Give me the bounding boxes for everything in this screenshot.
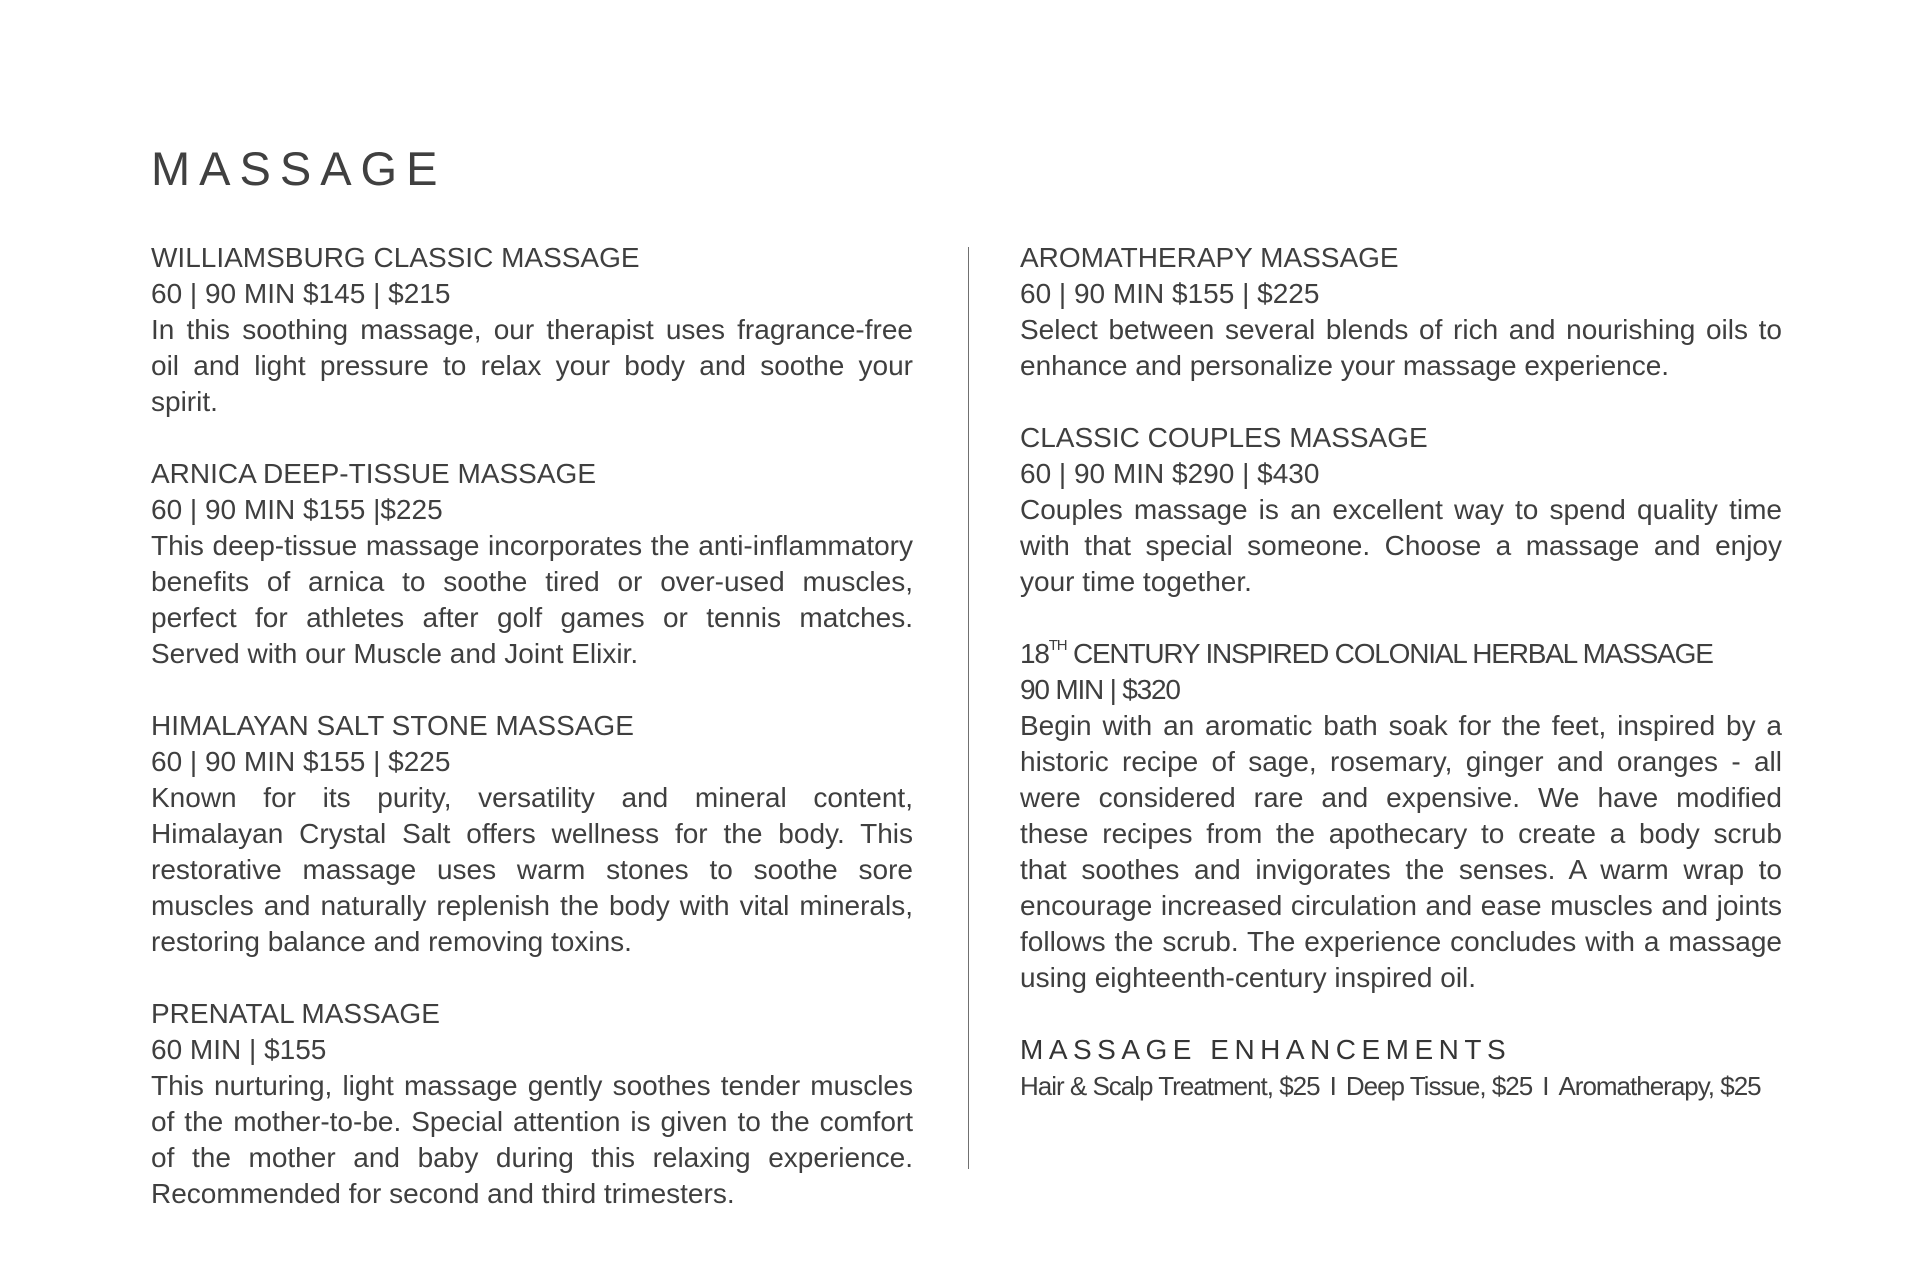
enhancement-separator: I [1542,1071,1549,1101]
enhancements-heading: MASSAGE ENHANCEMENTS [1020,1034,1512,1065]
service-name-ordinal: TH [1048,636,1067,654]
left-column [151,240,913,1248]
service-price: 60 | 90 MIN $290 | $430 [1020,458,1320,489]
enhancement-item: Deep Tissue, $25 [1345,1071,1533,1101]
enhancement-item: Hair & Scalp Treatment, $25 [1020,1071,1320,1101]
service-price: 60 | 90 MIN $155 | $225 [151,746,451,777]
service-name: PRENATAL MASSAGE [151,998,440,1029]
service-description: Select between several blends of rich and nourishing oils to enhance and personalize your massage experience. [1020,314,1782,381]
right-column [1020,240,1782,1104]
service-colonial-herbal [1020,636,1782,996]
column-divider [968,247,969,1169]
massage-enhancements [1020,1032,1782,1104]
service-price: 60 | 90 MIN $155 | $225 [1020,278,1320,309]
service-prenatal [151,996,913,1212]
service-price: 60 | 90 MIN $145 | $215 [151,278,451,309]
service-name-rest: CENTURY INSPIRED COLONIAL HERBAL MASSAGE [1066,638,1713,669]
service-description: This deep-tissue massage incorporates the anti-inflammatory benefits of arnica to soothe tired or over-used muscles, perfect for athletes after golf games or tennis matches. Served with our Muscle and Joint Elixir. [151,530,913,669]
service-price: 90 MIN | $320 [1020,674,1180,705]
service-description: In this soothing massage, our therapist uses fragrance-free oil and light pressure to relax your body and soothe your spirit. [151,314,913,417]
service-description: This nurturing, light massage gently soothes tender muscles of the mother-to-be. Special attention is given to the comfort of the mother and baby during this relaxing experience. Recommended for second and third trimesters. [151,1070,913,1209]
service-description: Begin with an aromatic bath soak for the feet, inspired by a historic recipe of sage, rosemary, ginger and oranges - all were considered rare and expensive. We have modified these recipes from the apothecary to create a body scrub that soothes and invigorates the senses. A warm wrap to encourage increased circulation and ease muscles and joints follows the scrub. The experience concludes with a massage using eighteenth-century inspired oil. [1020,710,1782,993]
service-description: Couples massage is an excellent way to spend quality time with that special someone. Choose a massage and enjoy your time together. [1020,494,1782,597]
service-name: CLASSIC COUPLES MASSAGE [1020,422,1428,453]
service-name: AROMATHERAPY MASSAGE [1020,242,1399,273]
service-name [1020,636,1782,672]
enhancements-list [1020,1068,1782,1104]
service-williamsburg-classic [151,240,913,420]
service-price: 60 | 90 MIN $155 |$225 [151,494,443,525]
service-name: ARNICA DEEP-TISSUE MASSAGE [151,458,596,489]
service-name: HIMALAYAN SALT STONE MASSAGE [151,710,634,741]
page-title: MASSAGE [151,142,447,195]
service-arnica-deep-tissue [151,456,913,672]
service-classic-couples [1020,420,1782,600]
service-description: Known for its purity, versatility and mineral content, Himalayan Crystal Salt offers wellness for the body. This restorative massage uses warm stones to soothe sore muscles and naturally replenish the body with vital minerals, restoring balance and removing toxins. [151,782,913,957]
service-himalayan-salt-stone [151,708,913,960]
service-aromatherapy [1020,240,1782,384]
service-name: WILLIAMSBURG CLASSIC MASSAGE [151,242,640,273]
service-name-number: 18 [1020,638,1049,669]
service-price: 60 MIN | $155 [151,1034,327,1065]
enhancement-item: Aromatherapy, $25 [1558,1071,1761,1101]
enhancement-separator: I [1329,1071,1336,1101]
